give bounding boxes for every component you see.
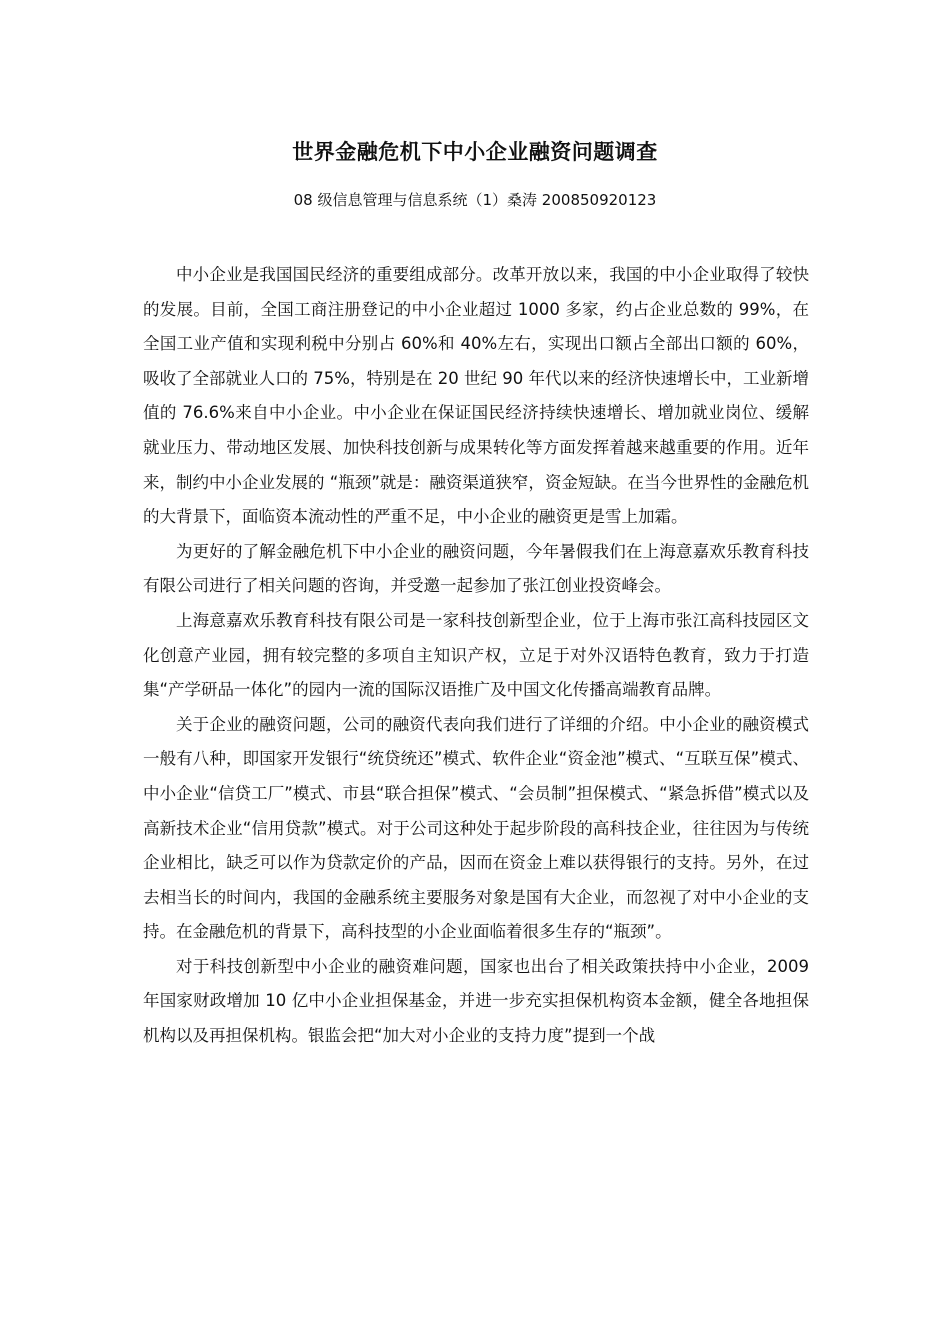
- body-paragraph: 中小企业是我国国民经济的重要组成部分。改革开放以来，我国的中小企业取得了较快的发展。目前，全国工商注册登记的中小企业超过 1000 多家，约占企业总数的 99%，在全国工业产值和实现利税中分别占 60%和 40%左右，实现出口额占全部出口额的 60%，吸收了全部就业人口的 75%，特别是在 20 世纪 90 年代以来的经济快速增长中，工业新增值的 76.6%来自中小企业。中小企业在保证国民经济持续快速增长、增加就业岗位、缓解就业压力、带动地区发展、加快科技创新与成果转化等方面发挥着越来越重要的作用。近年来，制约中小企业发展的 “瓶颈”就是：融资渠道狭窄，资金短缺。在当今世界性的金融危机的大背景下，面临资本流动性的严重不足，中小企业的融资更是雪上加霜。: [143, 265, 809, 527]
- body-paragraph: 对于科技创新型中小企业的融资难问题，国家也出台了相关政策扶持中小企业，2009 年国家财政增加 10 亿中小企业担保基金，并进一步充实担保机构资本金额，健全各地担保机构以及再担保机构。银监会把“加大对小企业的支持力度”提到一个战: [143, 956, 809, 1046]
- body-paragraph: 关于企业的融资问题，公司的融资代表向我们进行了详细的介绍。中小企业的融资模式一般有八种，即国家开发银行“统贷统还”模式、软件企业“资金池”模式、“互联互保”模式、中小企业“信贷工厂”模式、市县“联合担保”模式、“会员制”担保模式、“紧急拆借”模式以及高新技术企业“信用贷款”模式。对于公司这种处于起步阶段的高科技企业，往往因为与传统企业相比，缺乏可以作为贷款定价的产品，因而在资金上难以获得银行的支持。另外，在过去相当长的时间内，我国的金融系统主要服务对象是国有大企业，而忽视了对中小企业的支持。在金融危机的背景下，高科技型的小企业面临着很多生存的“瓶颈”。: [143, 714, 809, 942]
- author-line: 08 级信息管理与信息系统（1）桑涛 200850920123: [293, 191, 657, 209]
- body-paragraph: 上海意嘉欢乐教育科技有限公司是一家科技创新型企业，位于上海市张江高科技园区文化创意产业园，拥有较完整的多项自主知识产权，立足于对外汉语特色教育，致力于打造集“产学研品一体化”的园内一流的国际汉语推广及中国文化传播高端教育品牌。: [143, 610, 809, 700]
- body-paragraph: 为更好的了解金融危机下中小企业的融资问题，今年暑假我们在上海意嘉欢乐教育科技有限公司进行了相关问题的咨询，并受邀一起参加了张江创业投资峰会。: [143, 541, 809, 596]
- document-title: 世界金融危机下中小企业融资问题调查: [292, 139, 658, 164]
- document-body: [143, 258, 809, 1054]
